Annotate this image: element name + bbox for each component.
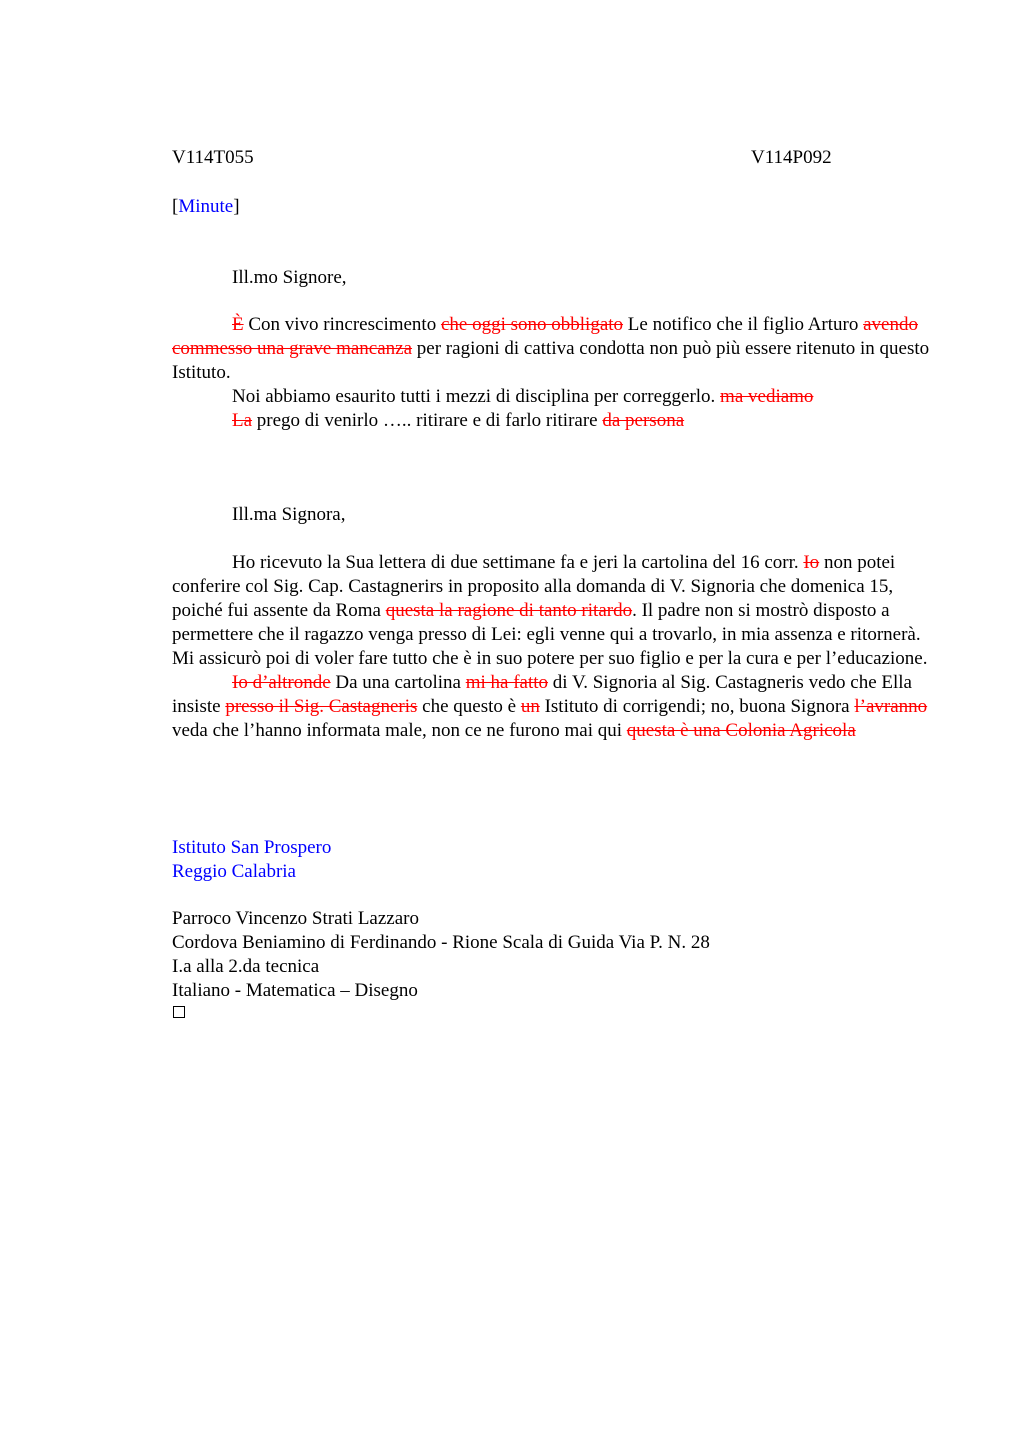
minute-open-bracket: [ bbox=[172, 196, 179, 217]
letter1-paragraph bbox=[172, 313, 932, 385]
deleted-text: È bbox=[232, 314, 244, 335]
body-text: prego di venirlo ….. ritirare e di farlo ritirare bbox=[252, 410, 603, 431]
deleted-text: che oggi sono obbligato bbox=[440, 314, 624, 335]
letter2-body bbox=[172, 551, 932, 743]
body-text: Le notifico che il figlio Arturo bbox=[623, 314, 864, 335]
note-line: Cordova Beniamino di Ferdinando - Rione Scala di Guida Via P. N. 28 bbox=[172, 932, 710, 953]
body-text: Da una cartolina bbox=[330, 672, 466, 693]
deleted-text: Io bbox=[803, 552, 820, 573]
note-line: Parroco Vincenzo Strati Lazzaro bbox=[172, 908, 419, 929]
body-text: . Il padre non si mostrò disposto a permettere che il ragazzo venga presso di Lei: egli venne qui a trovarlo, in mia assenza e ritornerà. Mi assicurò poi di voler fare tutto che è in suo potere per suo figlio e per la cura e per l’educazione. bbox=[172, 600, 928, 669]
body-text: Istituto di corrigendi; no, buona Signora bbox=[539, 696, 855, 717]
deleted-text: l’avranno bbox=[854, 696, 928, 717]
minute-text: Minute bbox=[178, 196, 234, 217]
letter1-body bbox=[172, 313, 932, 433]
deleted-text: da persona bbox=[602, 410, 685, 431]
body-text: di V. Signoria al Sig. Castagneris vedo che Ella insiste bbox=[172, 672, 912, 717]
note-line: Italiano - Matematica – Disegno bbox=[172, 980, 418, 1001]
institute-name: Istituto San Prospero bbox=[172, 837, 332, 858]
body-text: veda che l’hanno informata male, non ce ne furono mai qui bbox=[172, 720, 627, 741]
letter2-paragraph bbox=[172, 551, 932, 671]
deleted-text: ma vediamo bbox=[720, 386, 814, 407]
body-text: Con vivo rincrescimento bbox=[243, 314, 441, 335]
letter1-salutation: Ill.mo Signore, bbox=[232, 267, 347, 288]
letter2-paragraph bbox=[172, 671, 932, 743]
body-text: non potei conferire col Sig. Cap. Castagnerirs in proposito alla domanda di V. Signoria che domenica 15, poiché fui assente da Roma bbox=[172, 552, 896, 621]
letter1-paragraph bbox=[172, 385, 932, 409]
deleted-text: Io d’altronde bbox=[232, 672, 331, 693]
institute-city: Reggio Calabria bbox=[172, 861, 296, 882]
deleted-text: avendo commesso una grave mancanza bbox=[172, 314, 918, 359]
body-text: Noi abbiamo esaurito tutti i mezzi di disciplina per correggerlo. bbox=[232, 386, 721, 407]
note-line: I.a alla 2.da tecnica bbox=[172, 956, 320, 977]
letter1-paragraph bbox=[172, 409, 932, 433]
body-text: Ho ricevuto la Sua lettera di due settimane fa e jeri la cartolina del 16 corr. bbox=[232, 552, 804, 573]
minute-close-bracket: ] bbox=[233, 196, 240, 217]
deleted-text: mi ha fatto bbox=[465, 672, 549, 693]
document-code-left: V114T055 bbox=[172, 147, 254, 168]
body-text: che questo è bbox=[417, 696, 521, 717]
deleted-text: La bbox=[232, 410, 253, 431]
minute-label bbox=[172, 195, 240, 219]
deleted-text: un bbox=[520, 696, 540, 717]
empty-checkbox-icon bbox=[173, 1006, 185, 1018]
body-text: per ragioni di cattiva condotta non può più essere ritenuto in questo Istituto. bbox=[172, 338, 930, 383]
letter2-salutation: Ill.ma Signora, bbox=[232, 504, 346, 525]
deleted-text: presso il Sig. Castagneris bbox=[225, 696, 418, 717]
deleted-text: questa è una Colonia Agricola bbox=[626, 720, 856, 741]
deleted-text: questa la ragione di tanto ritardo bbox=[385, 600, 633, 621]
document-code-right: V114P092 bbox=[751, 147, 832, 168]
